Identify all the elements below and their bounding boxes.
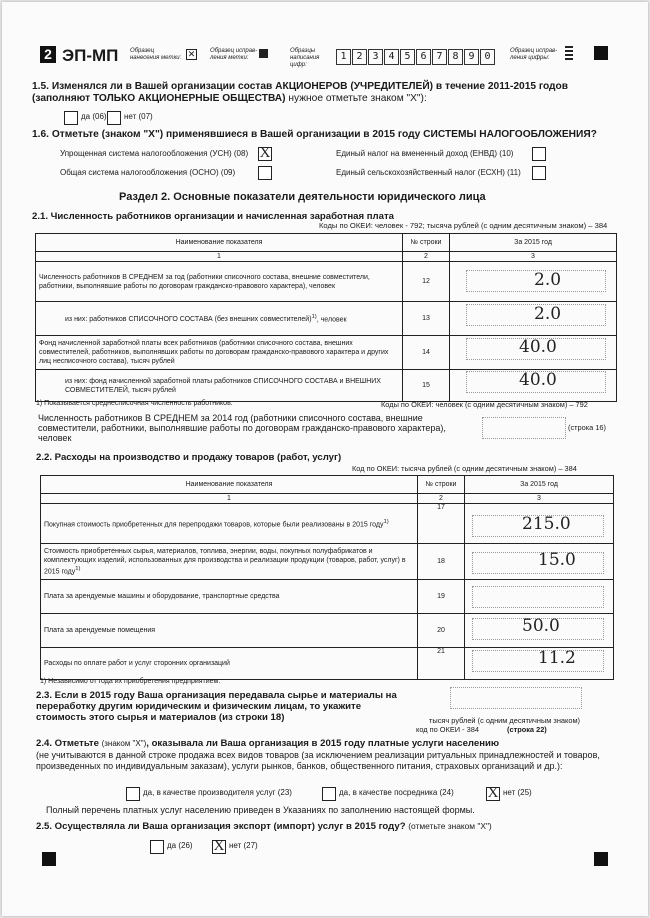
exp-col-year: За 2015 год	[465, 476, 614, 494]
q2-2-title: 2.2. Расходы на производство и продажу товаров (работ, услуг)	[36, 452, 342, 463]
q1-5-no-checkbox[interactable]	[107, 111, 121, 125]
q2-1-okei2: Коды по ОКЕИ: человек (с одним десятичным знаком) – 792	[381, 400, 588, 409]
eshn-label: Единый сельскохозяйственный налог (ЕСХН) (11)	[336, 168, 521, 177]
q1-5-subtitle	[32, 93, 427, 104]
row-14-num: 14	[403, 336, 450, 370]
producer-label: да, в качестве производителя услуг (23)	[143, 788, 292, 797]
row-12-num: 12	[403, 262, 450, 302]
q2-3-unit: тысяч рублей (с одним десятичным знаком)	[429, 716, 580, 725]
q2-1-okei: Коды по ОКЕИ: человек - 792; тысяча рублей (с одним десятичным знаком) – 384	[319, 221, 608, 230]
exp-idx-2: 2	[418, 494, 465, 504]
row-14-name: Фонд начисленной заработной платы всех работников (работники списочного состава, внешних совместителей, работников, выполнявших работы по договорам гражданско-правового характера и других лиц несписочного состава), тысяч рублей	[36, 336, 403, 370]
staff-idx-1: 1	[36, 252, 403, 262]
export-no-checkbox[interactable]: X	[213, 838, 225, 854]
q2-2-okei: Код по ОКЕИ: тысяча рублей (с одним десятичным знаком) – 384	[352, 464, 577, 473]
section-2-title: Раздел 2. Основные показатели деятельности юридического лица	[119, 191, 486, 203]
osno-label: Общая система налогообложения (ОСНО) (09)	[60, 168, 236, 177]
row-19-num: 19	[418, 580, 465, 614]
export-yes-label: да (26)	[167, 841, 193, 850]
q1-5-subtitle-bold: (заполняют ТОЛЬКО АКЦИОНЕРНЫЕ ОБЩЕСТВА)	[32, 93, 286, 104]
row-22-label: (строка 22)	[507, 725, 547, 734]
digit-sample-1: 1	[336, 49, 351, 65]
q2-4-note: Полный перечень платных услуг населению приведен в Указаниях по заполнению настоящей формы.	[46, 805, 475, 815]
q2-4-title-bold: 2.4. Отметьте	[36, 738, 99, 749]
q1-5-no-label: нет (07)	[124, 112, 153, 121]
row-18-name-cell	[41, 544, 418, 580]
exp-col-name: Наименование показателя	[41, 476, 418, 494]
staff-idx-3: 3	[450, 252, 617, 262]
q2-3-title: 2.3. Если в 2015 году Ваша организация передавала сырье и материалы на переработку другим юридическим и физическим лицам, то укажите стоимость этого сырья и материалов (из строки 18)	[36, 690, 397, 723]
row-13-num: 13	[403, 302, 450, 336]
sample-mark-label: Образец нанесения метки:	[130, 48, 182, 61]
q2-2-footnote: 1) Независимо от года их приобретения предприятием.	[40, 678, 221, 685]
producer-checkbox[interactable]	[126, 787, 140, 801]
digit-sample-8: 8	[448, 49, 463, 65]
export-no-label: нет (27)	[229, 841, 258, 850]
agent-checkbox[interactable]	[322, 787, 336, 801]
staff-col-row: № строки	[403, 234, 450, 252]
exp-idx-1: 1	[41, 494, 418, 504]
row-15-num: 15	[403, 370, 450, 402]
sample-fix-label: Образец исправ-ления метки:	[210, 48, 258, 61]
corner-marker-top-right	[594, 46, 608, 60]
q2-5-hint: (отметьте знаком "X")	[408, 821, 492, 831]
row-13-sup: 1)	[311, 313, 317, 320]
digit-sample-5: 5	[400, 49, 415, 65]
row-14-value: 40.0	[519, 337, 557, 357]
row-20-name: Плата за арендуемые помещения	[41, 614, 418, 648]
digit-sample-0: 0	[480, 49, 495, 65]
q2-1-footnote: 1) Показывается среднесписочная численность работников.	[36, 400, 233, 407]
sample-fix-icon	[259, 49, 268, 58]
row-17-value: 215.0	[522, 514, 571, 534]
exp-idx-3: 3	[465, 494, 614, 504]
q2-3-okei: код по ОКЕИ - 384	[416, 725, 479, 734]
digit-fix-label: Образец исправ-ления цифры:	[510, 48, 558, 61]
digit-sample-3: 3	[368, 49, 383, 65]
digit-fix-icon	[565, 46, 573, 60]
digit-sample-label: Образцы написания цифр:	[290, 48, 320, 68]
q2-4-desc: (не учитываются в данной строке продажа всех видов товаров (за исключением реализации ритуальных принадлежностей и товаров, произведенных по индивидуальным заказам), услуги рынков, банков, общественного питания, страховых организаций и др.):	[36, 750, 600, 771]
q1-5-yes-checkbox[interactable]	[64, 111, 78, 125]
q1-6-title: 1.6. Отметьте (знаком "X") применявшиеся в Вашей организации в 2015 году СИСТЕМЫ НАЛОГООБЛОЖЕНИЯ?	[32, 129, 597, 140]
row-15-value: 40.0	[519, 370, 557, 390]
eshn-checkbox[interactable]	[532, 166, 546, 180]
export-yes-checkbox[interactable]	[150, 840, 164, 854]
digit-sample-2: 2	[352, 49, 367, 65]
q2-5-title: 2.5. Осуществляла ли Ваша организация экспорт (импорт) услуг в 2015 году?	[36, 821, 406, 832]
form-page	[2, 2, 648, 916]
row-18-sup: 1)	[75, 565, 81, 572]
osno-checkbox[interactable]	[258, 166, 272, 180]
services-no-label: нет (25)	[503, 788, 532, 797]
page-number: 2	[40, 46, 56, 63]
q2-4-title-bold2: , оказывала ли Ваша организация в 2015 году платные услуги населению	[146, 738, 500, 749]
envd-checkbox[interactable]	[532, 147, 546, 161]
row-21-num: 21	[418, 648, 465, 680]
sample-mark-icon: ✕	[187, 49, 196, 59]
digit-samples	[336, 46, 496, 65]
row-20-num: 20	[418, 614, 465, 648]
row-13-value: 2.0	[534, 304, 562, 324]
row-21-value: 11.2	[538, 648, 576, 668]
staff-idx-2: 2	[403, 252, 450, 262]
row-16-label: (строка 16)	[568, 423, 607, 432]
row-13-name: из них: работников СПИСОЧНОГО СОСТАВА (без внешних совместителей)	[65, 316, 312, 324]
q2-4-title-mid: (знаком "X")	[101, 739, 147, 748]
row-18-name: Стоимость приобретенных сырья, материалов, топлива, энергии, воды, покупных полуфабрикатов и комплектующих изделий, использованных для производства и реализации продукции (товаров, работ, услуг) в 2015 году	[44, 547, 406, 576]
envd-label: Единый налог на вмененный доход (ЕНВД) (10)	[336, 149, 514, 158]
staff-col-name: Наименование показателя	[36, 234, 403, 252]
exp-col-row: № строки	[418, 476, 465, 494]
q1-5-title	[32, 81, 568, 92]
q2-5-title-line	[36, 821, 492, 832]
q1-5-num: 1.5.	[32, 81, 49, 92]
q1-5-yes-label: да (06)	[81, 112, 107, 121]
avg-2014-label: Численность работников В СРЕДНЕМ за 2014 год (работники списочного состава, внешние совместители, работники, выполнявшие работы по договорам гражданско-правового характера), человек	[38, 413, 446, 443]
row-17-name: Покупная стоимость приобретенных для перепродажи товаров, которые были реализованы в 2015 году	[44, 521, 384, 529]
q1-5-text: Изменялся ли в Вашей организации состав АКЦИОНЕРОВ (УЧРЕДИТЕЛЕЙ) в течение 2011-2015 годов	[51, 81, 569, 92]
digit-sample-9: 9	[464, 49, 479, 65]
row-17-name-cell	[41, 504, 418, 544]
row-15-name: из них: фонд начисленной заработной платы работников СПИСОЧНОГО СОСТАВА и ВНЕШНИХ СОВМЕСТИТЕЛЕЙ, тысяч рублей	[36, 370, 403, 402]
digit-sample-4: 4	[384, 49, 399, 65]
q1-5-subtitle-tail: нужное отметьте знаком "X"):	[288, 93, 427, 104]
row-17-num: 17	[418, 504, 465, 544]
form-code: ЭП-МП	[62, 46, 119, 65]
staff-col-year: За 2015 год	[450, 234, 617, 252]
row-19-name: Плата за арендуемые машины и оборудование, транспортные средства	[41, 580, 418, 614]
q2-4-title	[36, 738, 499, 749]
usn-checkbox[interactable]: X	[259, 145, 271, 161]
corner-marker-bottom-right	[594, 852, 608, 866]
row-12-name: Численность работников В СРЕДНЕМ за год (работники списочного состава, внешние совместители, работники, выполнявшие работы по договорам гражданско-правового характера), человек	[36, 262, 403, 302]
row-21-name: Расходы по оплате работ и услуг сторонних организаций	[41, 648, 418, 680]
row-16-boxes[interactable]	[482, 417, 566, 439]
agent-label: да, в качестве посредника (24)	[339, 788, 454, 797]
digit-sample-7: 7	[432, 49, 447, 65]
row-18-value: 15.0	[538, 550, 576, 570]
q2-1-title: 2.1. Численность работников организации и начисленная заработная плата	[32, 211, 394, 222]
row-20-value: 50.0	[522, 616, 560, 636]
row-12-value: 2.0	[534, 270, 562, 290]
row-13-tail: , человек	[316, 316, 347, 324]
row-13-name-cell	[36, 302, 403, 336]
corner-marker-bottom-left	[42, 852, 56, 866]
services-no-checkbox[interactable]: X	[487, 785, 499, 801]
row-17-sup: 1)	[383, 518, 389, 525]
row-18-num: 18	[418, 544, 465, 580]
row-22-boxes[interactable]	[450, 687, 582, 709]
usn-label: Упрощенная система налогообложения (УСН) (08)	[60, 149, 249, 158]
row-19-boxes	[472, 586, 604, 608]
digit-sample-6: 6	[416, 49, 431, 65]
